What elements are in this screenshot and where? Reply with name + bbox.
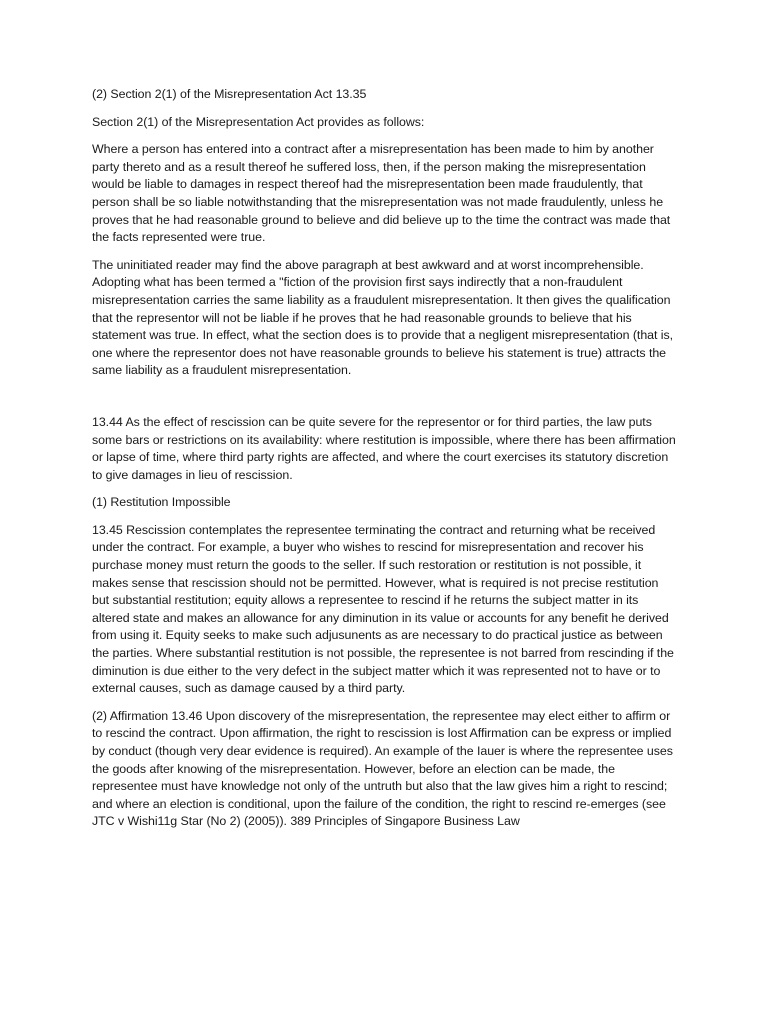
commentary-paragraph: The uninitiated reader may find the above paragraph at best awkward and at worst incomprehensible. Adopting what has been termed a "fiction of the provision first says indirectly that a non-fraudulent misrepresentation carries the same liability as a fraudulent misrepresentation. lt then gives the qualification that the representor will not be liable if he proves that he had reasonable grounds to believe that his statement was true. In effect, what the section does is to provide that a negligent misrepresentation (that is, one where the representor does not have reasonable grounds to believe his statement is true) attracts the same liability as a fraudulent misrepresentation. xyxy=(92,257,674,378)
document-page xyxy=(92,86,678,841)
affirmation-paragraph: (2) Affirmation 13.46 Upon discovery of the misrepresentation, the representee may elect either to affirm or to rescind the contract. Upon affirmation, the right to rescission is lost Affirmation can be express or implied by conduct (though very dear evidence is required). An example of the Iauer is where the representee uses the goods after knowing of the misrepresentation. However, before an election can be made, the representee must have knowledge not only of the untruth but also that the law gives him a right to rescind; and where an election is conditional, upon the failure of the condition, the right to rescind re-emerges (see JTC v Wishi11g Star (No 2) (2005)). 389 Principles of Singapore Business Law xyxy=(92,708,673,829)
section-heading: (2) Section 2(1) of the Misrepresentation Act 13.35 xyxy=(92,87,367,101)
statute-quote-paragraph: Where a person has entered into a contract after a misrepresentation has been made to him by another party thereto and as a result thereof he suffered loss, then, if the person making the misrepresentation would be liable to damages in respect thereof had the misrepresentation been made fraudulently, that person shall be so liable notwithstanding that the misrepresentation was not made fraudulently, unless he proves that he had reasonable ground to believe and did believe up to the time the contract was made that the facts represented were true. xyxy=(92,142,671,245)
restitution-heading: (1) Restitution Impossible xyxy=(92,495,231,510)
intro-paragraph: Section 2(1) of the Misrepresentation Act provides as follows: xyxy=(92,114,425,129)
paragraph-13-44: 13.44 As the effect of rescission can be quite severe for the representor or for third parties, the law puts some bars or restrictions on its availability: where restitution is impossible, where there has been affirmation or lapse of time, where third party rights are affected, and where the court exercises its statutory discretion to give damages in lieu of rescission. xyxy=(92,414,676,482)
paragraph-13-45: 13.45 Rescission contemplates the representee terminating the contract and returning what be received under the contract. For example, a buyer who wishes to rescind for misrepresentation and recover his purchase money must return the goods to the seller. If such restoration or restitution is not possible, it makes sense that rescission should not be permitted. However, what is required is not precise restitution but substantial restitution; equity allows a representee to rescind if he returns the subject matter in its altered state and makes an allowance for any diminution in its value or accounts for any benefit he derived from using it. Equity seeks to make such adjusunents as are necessary to do practical justice as between the parties. Where substantial restitution is not possible, the representee is not barred from rescinding if the diminution is due either to the very defect in the subject matter which it was represented not to have or to external causes, such as damage caused by a third party. xyxy=(92,522,674,696)
